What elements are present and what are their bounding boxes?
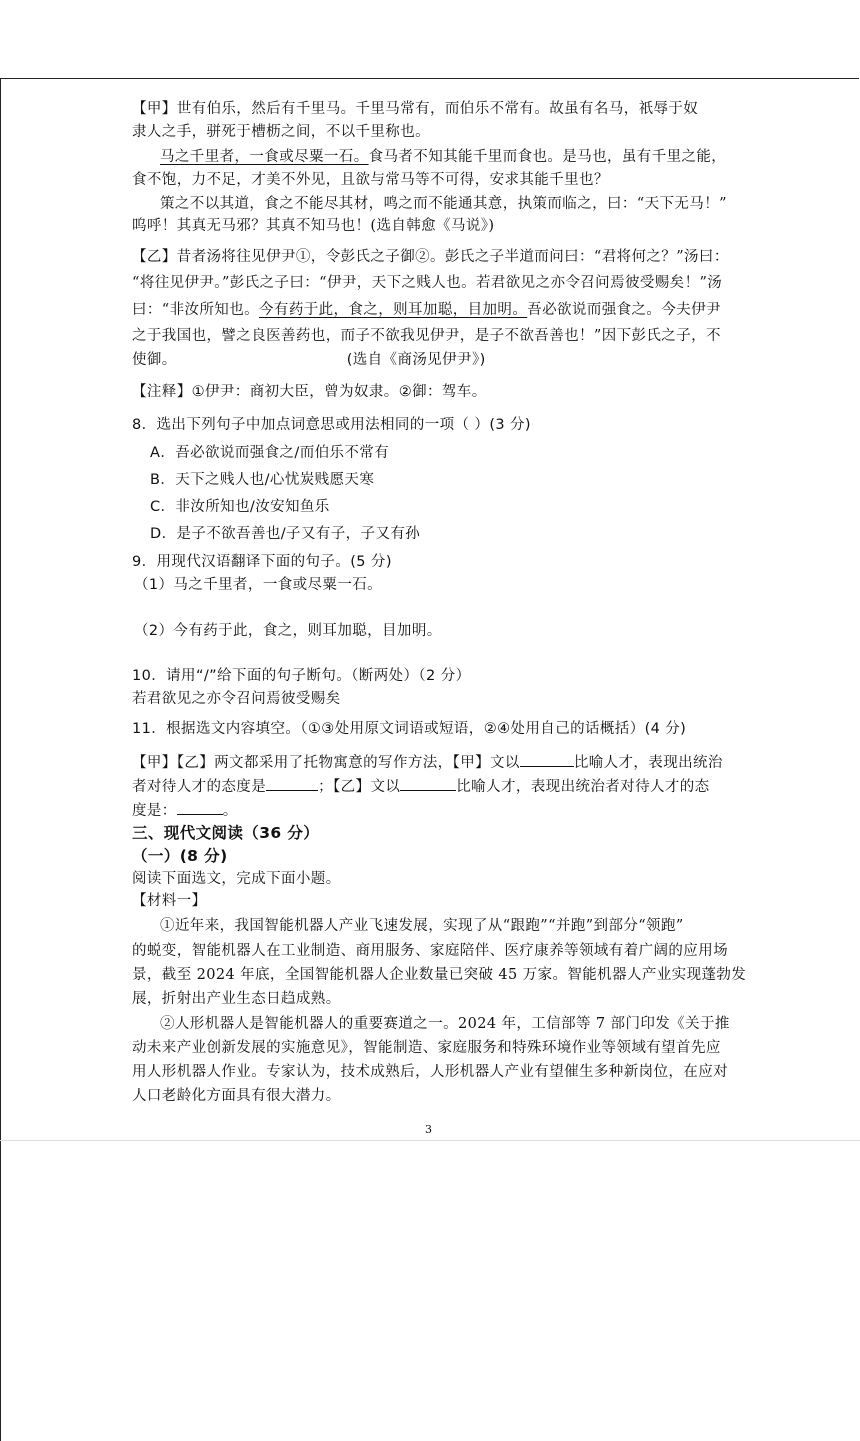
question-10: 10．请用“/”给下面的句子断句。（断两处）（2 分） xyxy=(132,668,471,684)
answer-blank[interactable] xyxy=(266,776,318,791)
passage-yi-line-3: 曰：“非汝所知也。今有药于此，食之，则耳加聪，目加明。吾必欲说而强食之。今夫伊尹 xyxy=(132,302,721,318)
passage-yi-line-5: 使御。 (选自《商汤见伊尹》) xyxy=(132,352,486,368)
passage-yi-line-1: 【乙】昔者汤将往见伊尹①，令彭氏之子御②。彭氏之子半道而问曰：“君将何之？”汤曰： xyxy=(132,249,729,265)
notes: 【注释】①伊尹：商初大臣，曾为奴隶。②御：驾车。 xyxy=(132,384,487,400)
answer-blank[interactable] xyxy=(520,752,574,767)
answer-blank[interactable] xyxy=(400,776,456,791)
instruction: 阅读下面选文，完成下面小题。 xyxy=(132,871,341,887)
q8-option-c: C．非汝所知也/汝安知鱼乐 xyxy=(150,499,330,515)
underlined-sentence: 今有药于此，食之，则耳加聪，目加明。 xyxy=(259,302,528,318)
q8-option-a: A．吾必欲说而强食之/而伯乐不常有 xyxy=(150,445,390,461)
section-heading: 三、现代文阅读（36 分） xyxy=(132,824,320,842)
passage-yi-line-4: 之于我国也，譬之良医善药也，而子不欲我见伊尹，是子不欲吾善也！”因下彭氏之子，不 xyxy=(132,328,721,344)
material-line-5: ②人形机器人是智能机器人的重要赛道之一。2024 年，工信部等 7 部门印发《关于推 xyxy=(160,1016,730,1032)
material-line-1: ①近年来，我国智能机器人产业飞速发展，实现了从“跟跑”“并跑”到部分“领跑” xyxy=(160,918,684,934)
question-9: 9．用现代汉语翻译下面的句子。(5 分) xyxy=(132,554,392,570)
q8-option-d: D．是子不欲吾善也/子又有子，子又有孙 xyxy=(150,526,421,542)
q8-option-b: B．天下之贱人也/心忧炭贱愿天寒 xyxy=(150,472,375,488)
q9-item-2: （2）今有药于此，食之，则耳加聪，目加明。 xyxy=(134,623,442,639)
q10-sentence: 若君欲见之亦令召问焉彼受赐矣 xyxy=(132,691,341,707)
material-line-6: 动未来产业创新发展的实施意见》，智能制造、家庭服务和特殊环境作业等领域有望首先应 xyxy=(132,1040,721,1056)
passage-jia-line-2: 隶人之手，骈死于槽枥之间，不以千里称也。 xyxy=(132,124,430,140)
material-line-8: 人口老龄化方面具有很大潜力。 xyxy=(132,1088,341,1104)
q11-line-3: 度是： 。 xyxy=(132,800,732,822)
q11-line-1: 【甲】【乙】两文都采用了托物寓意的写作方法，【甲】文以 比喻人才，表现出统治 xyxy=(132,752,732,774)
material-line-2: 的蜕变，智能机器人在工业制造、商用服务、家庭陪伴、医疗康养等领域有着广阔的应用场 xyxy=(132,943,728,959)
passage-jia-line-4: 食不饱，力不足，才美不外见，且欲与常马等不可得，安求其能千里也？ xyxy=(132,172,609,188)
q9-item-1: （1）马之千里者，一食或尽粟一石。 xyxy=(134,577,383,593)
bottom-rule xyxy=(0,1140,860,1141)
subsection-heading: （一）(8 分) xyxy=(132,847,228,865)
page-number: 3 xyxy=(425,1123,432,1136)
material-line-4: 展，折射出产业生态日趋成熟。 xyxy=(132,991,341,1007)
material-line-7: 用人形机器人作业。专家认为，技术成熟后，人形机器人产业有望催生多种新岗位，在应对 xyxy=(132,1064,728,1080)
underlined-sentence: 马之千里者，一食或尽粟一石。 xyxy=(160,149,369,165)
passage-jia-line-1: 【甲】世有伯乐，然后有千里马。千里马常有，而伯乐不常有。故虽有名马，祇辱于奴 xyxy=(132,101,699,117)
material-line-3: 景，截至 2024 年底，全国智能机器人企业数量已突破 45 万家。智能机器人产业实现蓬勃发 xyxy=(132,967,747,983)
passage-jia-line-5: 策之不以其道，食之不能尽其材，鸣之而不能通其意，执策而临之，曰：“天下无马！” xyxy=(160,196,727,212)
passage-jia-line-3: 马之千里者，一食或尽粟一石。食马者不知其能千里而食也。是马也，虽有千里之能， xyxy=(160,149,727,165)
question-11: 11．根据选文内容填空。（①③处用原文词语或短语，②④处用自己的话概括）(4 分) xyxy=(132,721,687,737)
q11-line-2: 者对待人才的态度是 ；【乙】文以 比喻人才，表现出统治者对待人才的态 xyxy=(132,776,732,798)
passage-yi-line-2: “将往见伊尹。”彭氏之子曰：“伊尹，天下之贱人也。若君欲见之亦令召问焉彼受赐矣！”汤 xyxy=(132,275,723,291)
question-8: 8．选出下列句子中加点词意思或用法相同的一项（ ）(3 分) xyxy=(132,417,531,433)
passage-jia-line-6: 呜呼！其真无马邪？其真不知马也！(选自韩愈《马说》) xyxy=(132,218,495,234)
answer-blank[interactable] xyxy=(177,800,223,815)
material-label: 【材料一】 xyxy=(132,893,207,909)
